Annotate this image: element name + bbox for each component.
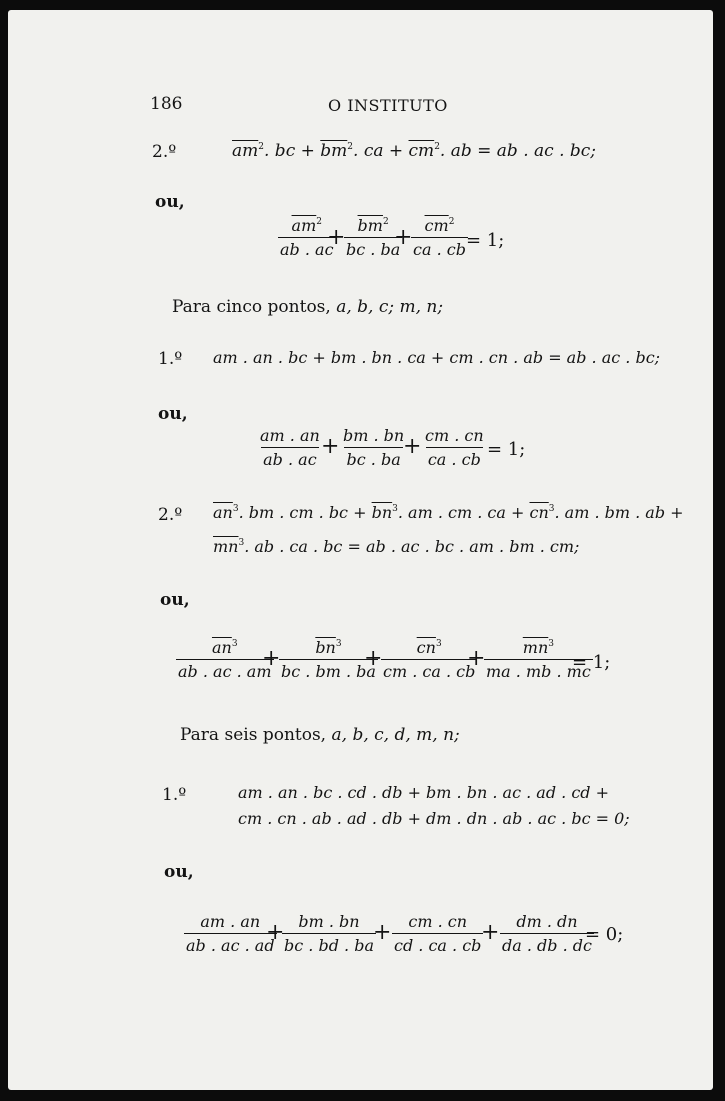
equals-one: = 1; bbox=[466, 230, 505, 251]
eq-label-1: 1.º bbox=[158, 349, 183, 369]
running-title: O INSTITUTO bbox=[328, 96, 448, 115]
ou-connector: ou, bbox=[155, 192, 185, 212]
ou-connector: ou, bbox=[160, 590, 190, 610]
ou-connector: ou, bbox=[164, 862, 194, 882]
ou-connector: ou, bbox=[158, 404, 188, 424]
plus-sign: + bbox=[403, 434, 422, 459]
fraction: $\frac{bm . bn}{bc . bd . ba}$ bbox=[284, 912, 374, 955]
fraction: $\frac{cm . cn}{cd . ca . cb}$ bbox=[394, 912, 482, 955]
plus-sign: + bbox=[373, 920, 392, 945]
fraction: $\frac{\overline{cn}^3}{cm . ca . cb}$ bbox=[383, 638, 476, 681]
plus-sign: + bbox=[327, 225, 346, 250]
para-seis-pontos: Para seis pontos, a, b, c, d, m, n; bbox=[180, 725, 460, 745]
fraction: $\frac{bm . bn}{bc . ba}$ bbox=[343, 426, 405, 469]
plus-sign: + bbox=[364, 646, 383, 671]
page-number: 186 bbox=[150, 94, 183, 114]
eq-label-2: 2.º bbox=[158, 505, 183, 525]
fraction: $\frac{dm . dn}{da . db . dc}$ bbox=[502, 912, 592, 955]
equals-one: = 1; bbox=[487, 439, 526, 460]
equals-zero: = 0; bbox=[585, 924, 624, 945]
equation-1-line-1: am . an . bc . cd . db + bm . bn . ac . ad . cd + bbox=[238, 783, 610, 802]
equation-1-line-2: cm . cn . ab . ad . db + dm . dn . ab . ac . bc = 0; bbox=[238, 809, 630, 828]
plus-sign: + bbox=[266, 920, 285, 945]
plus-sign: + bbox=[321, 434, 340, 459]
fraction: $\frac{am . an}{ab . ac . ad}$ bbox=[186, 912, 275, 955]
equals-one: = 1; bbox=[572, 652, 611, 673]
fraction: $\frac{\overline{bn}^3}{bc . bm . ba}$ bbox=[281, 638, 376, 681]
plus-sign: + bbox=[481, 920, 500, 945]
equation-2-line-1: $\overline{an}^3$. bm . cm . bc + $\overline{bn}^3$. am . cm . ca + $\overline{cn}^3$. am . bm . ab + bbox=[213, 503, 684, 522]
plus-sign: + bbox=[394, 225, 413, 250]
equation-2-line-2: $\overline{mn}^3$. ab . ca . bc = ab . ac . bc . am . bm . cm; bbox=[213, 537, 580, 556]
equation-2: $\overline{am}^2$. bc + $\overline{bm}^2$. ca + $\overline{cm}^2$. ab = ab . ac . bc; bbox=[232, 141, 597, 161]
fraction: $\frac{\overline{am}^2}{ab . ac}$ bbox=[280, 216, 334, 259]
plus-sign: + bbox=[262, 646, 281, 671]
equation-1: am . an . bc + bm . bn . ca + cm . cn . ab = ab . ac . bc; bbox=[213, 348, 661, 367]
fraction: $\frac{cm . cn}{ca . cb}$ bbox=[425, 426, 484, 469]
fraction: $\frac{\overline{bm}^2}{bc . ba}$ bbox=[346, 216, 401, 259]
plus-sign: + bbox=[467, 646, 486, 671]
fraction: $\frac{am . an}{ab . ac}$ bbox=[260, 426, 320, 469]
para-cinco-pontos: Para cinco pontos, a, b, c; m, n; bbox=[172, 297, 444, 317]
fraction: $\frac{\overline{cm}^2}{ca . cb}$ bbox=[413, 216, 466, 259]
eq-label-2: 2.º bbox=[152, 142, 177, 162]
fraction: $\frac{\overline{mn}^3}{ma . mb . mc}$ bbox=[486, 638, 591, 681]
eq-label-1: 1.º bbox=[162, 785, 187, 805]
fraction: $\frac{\overline{an}^3}{ab . ac . am}$ bbox=[178, 638, 272, 681]
